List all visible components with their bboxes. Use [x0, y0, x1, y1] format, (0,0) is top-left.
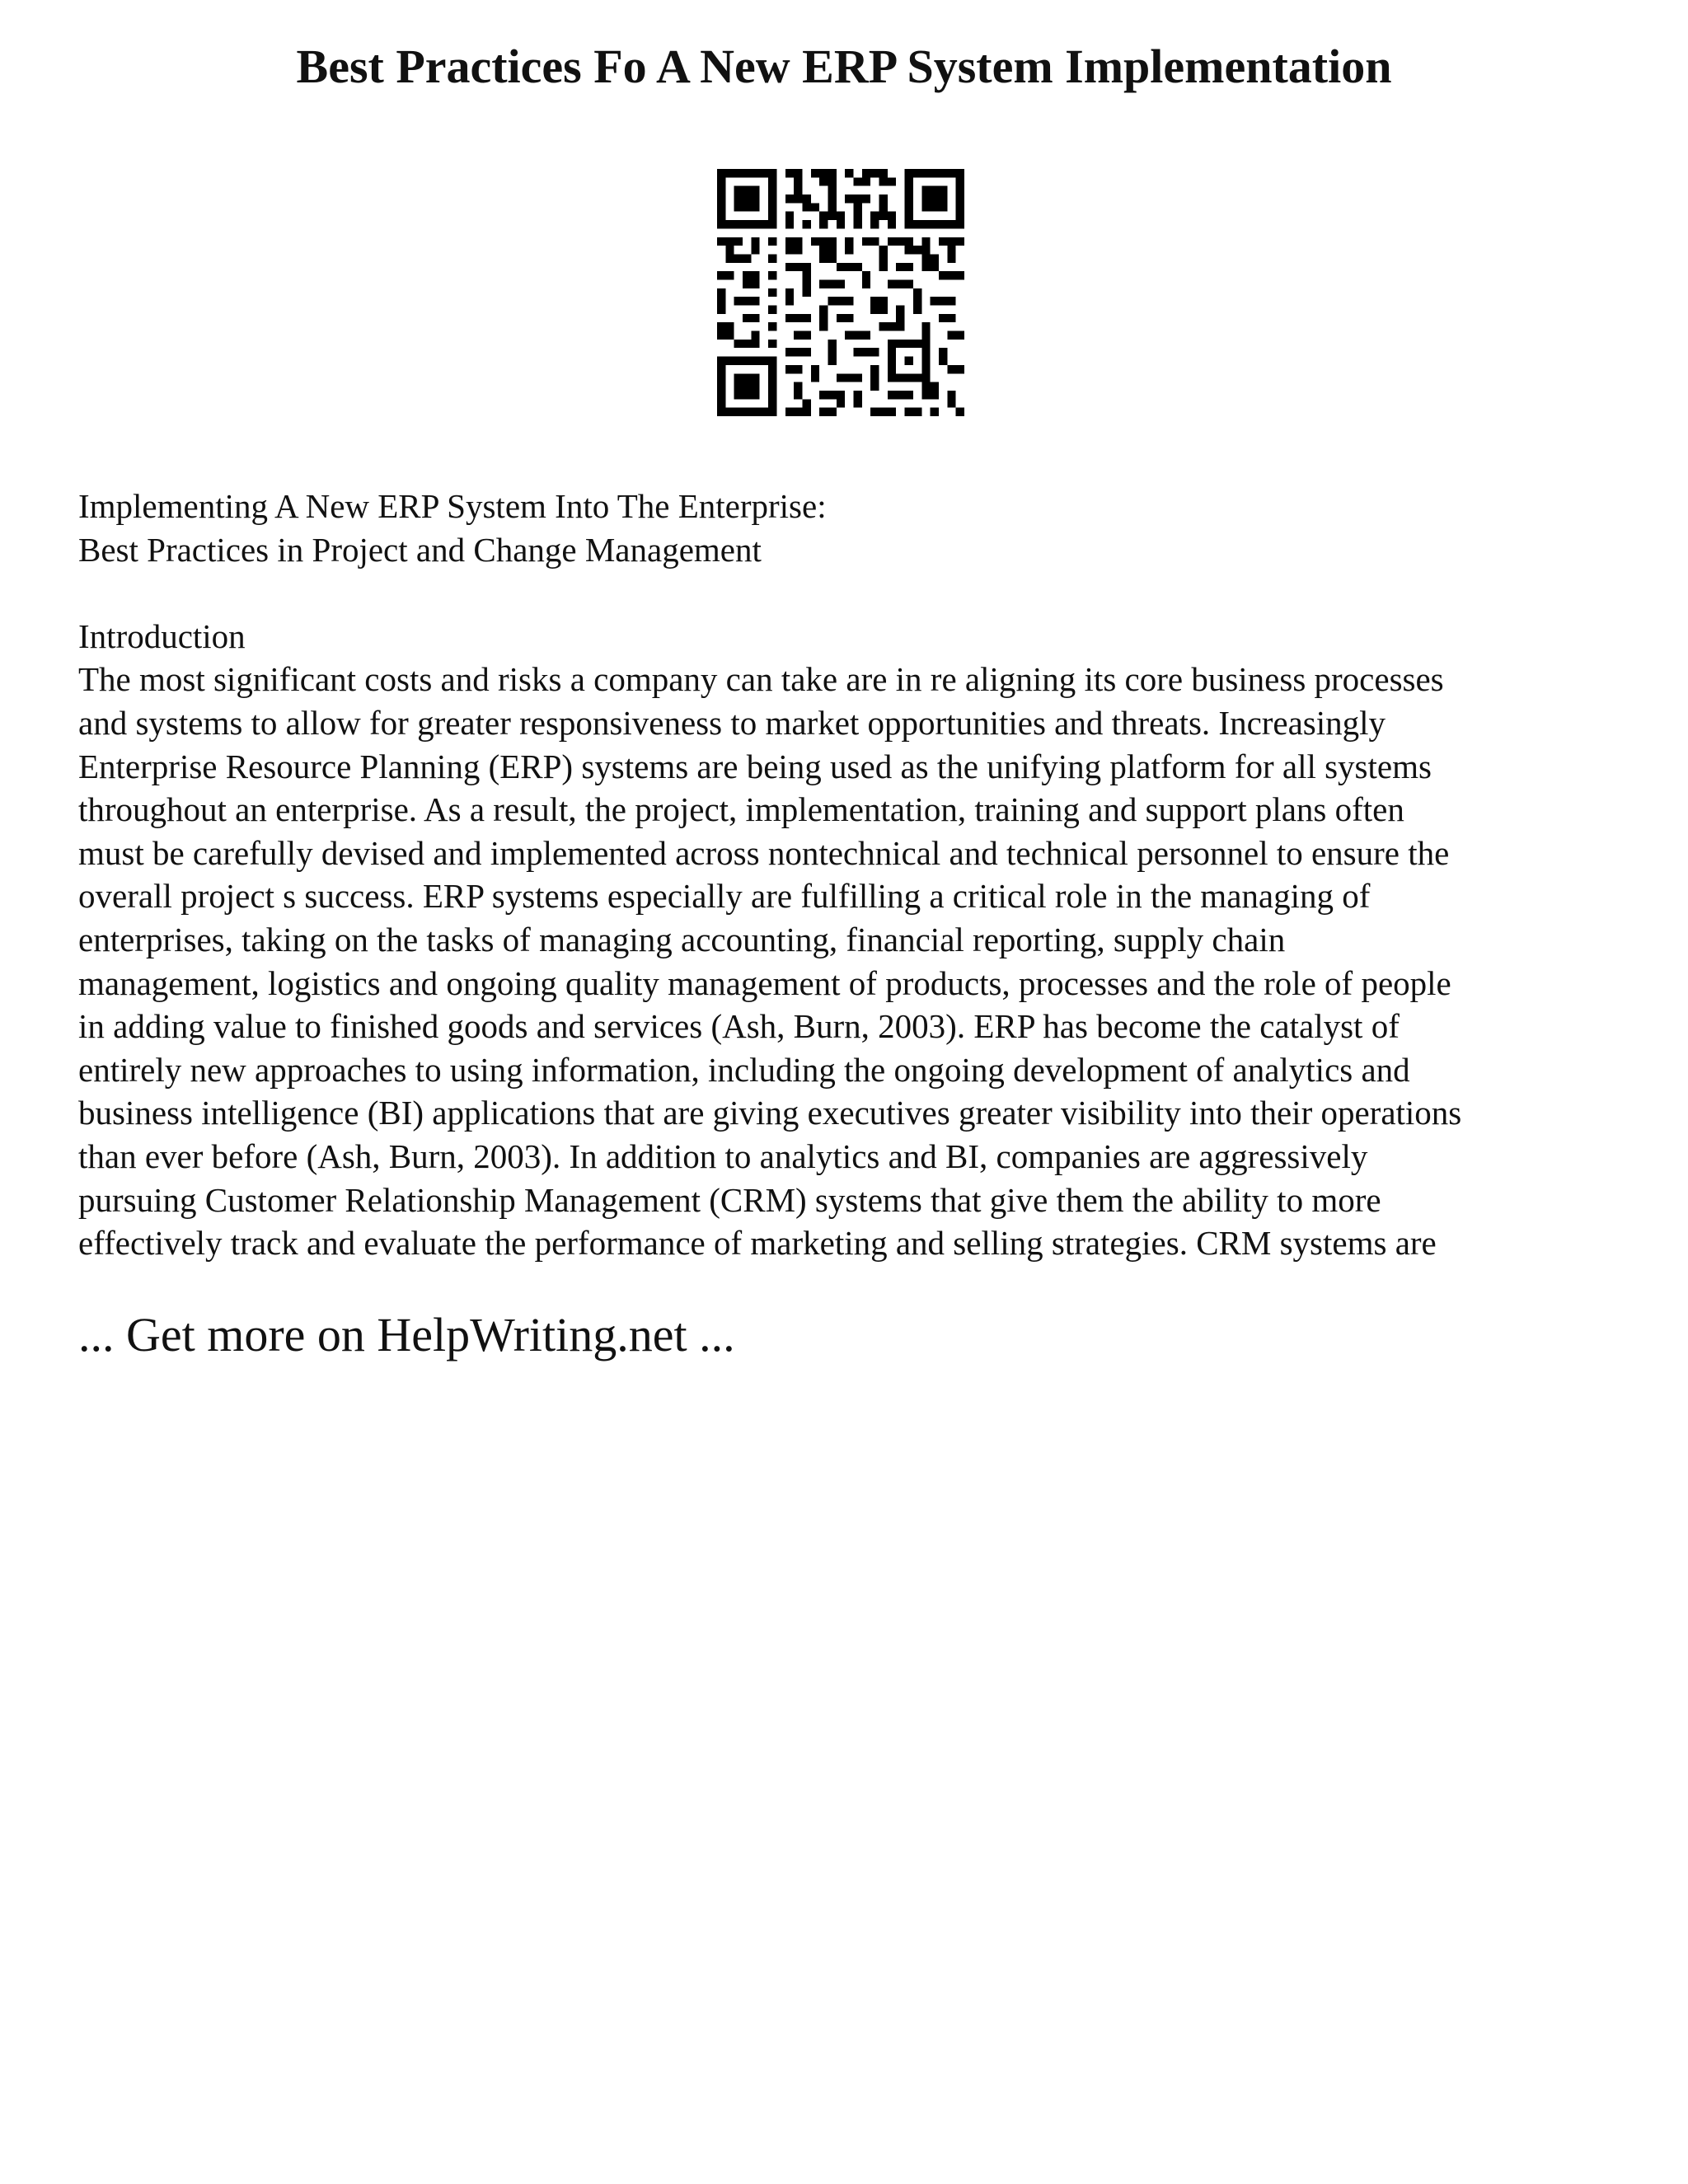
body-line: in adding value to finished goods and services (Ash, Burn, 2003). ERP has become the catalyst of — [78, 1007, 1400, 1046]
body-line: overall project s success. ERP systems especially are fulfilling a critical role in the managing of — [78, 877, 1371, 916]
get-more-link[interactable]: ... Get more on HelpWriting.net ... — [78, 1308, 735, 1361]
subtitle-line-1: Implementing A New ERP System Into The Enterprise: — [78, 487, 827, 525]
subtitle-line-2: Best Practices in Project and Change Management — [78, 530, 762, 569]
body-line: enterprises, taking on the tasks of managing accounting, financial reporting, supply chain — [78, 920, 1286, 958]
body-line: throughout an enterprise. As a result, the project, implementation, training and support plans often — [78, 790, 1404, 829]
document-body — [78, 485, 1628, 1265]
body-line: The most significant costs and risks a company can take are in re aligning its core business processes — [78, 660, 1444, 699]
body-line: than ever before (Ash, Burn, 2003). In addition to analytics and BI, companies are aggressively — [78, 1137, 1368, 1175]
body-line: entirely new approaches to using information, including the ongoing development of analytics and — [78, 1050, 1410, 1089]
body-line: must be carefully devised and implemented across nontechnical and technical personnel to ensure the — [78, 833, 1450, 872]
qr-code-icon — [717, 169, 964, 416]
document-title: Best Practices Fo A New ERP System Implementation — [296, 40, 1392, 93]
body-line: pursuing Customer Relationship Management (CRM) systems that give them the ability to more — [78, 1180, 1381, 1219]
body-line: and systems to allow for greater responsiveness to market opportunities and threats. Increasingly — [78, 703, 1386, 742]
body-line: business intelligence (BI) applications that are giving executives greater visibility into their operations — [78, 1094, 1462, 1132]
body-line: management, logistics and ongoing quality management of products, processes and the role of people — [78, 963, 1451, 1002]
body-line: Enterprise Resource Planning (ERP) systems are being used as the unifying platform for all systems — [78, 747, 1432, 785]
body-line: effectively track and evaluate the performance of marketing and selling strategies. CRM systems are — [78, 1224, 1437, 1263]
spacer — [78, 571, 1628, 615]
section-heading: Introduction — [78, 616, 246, 655]
